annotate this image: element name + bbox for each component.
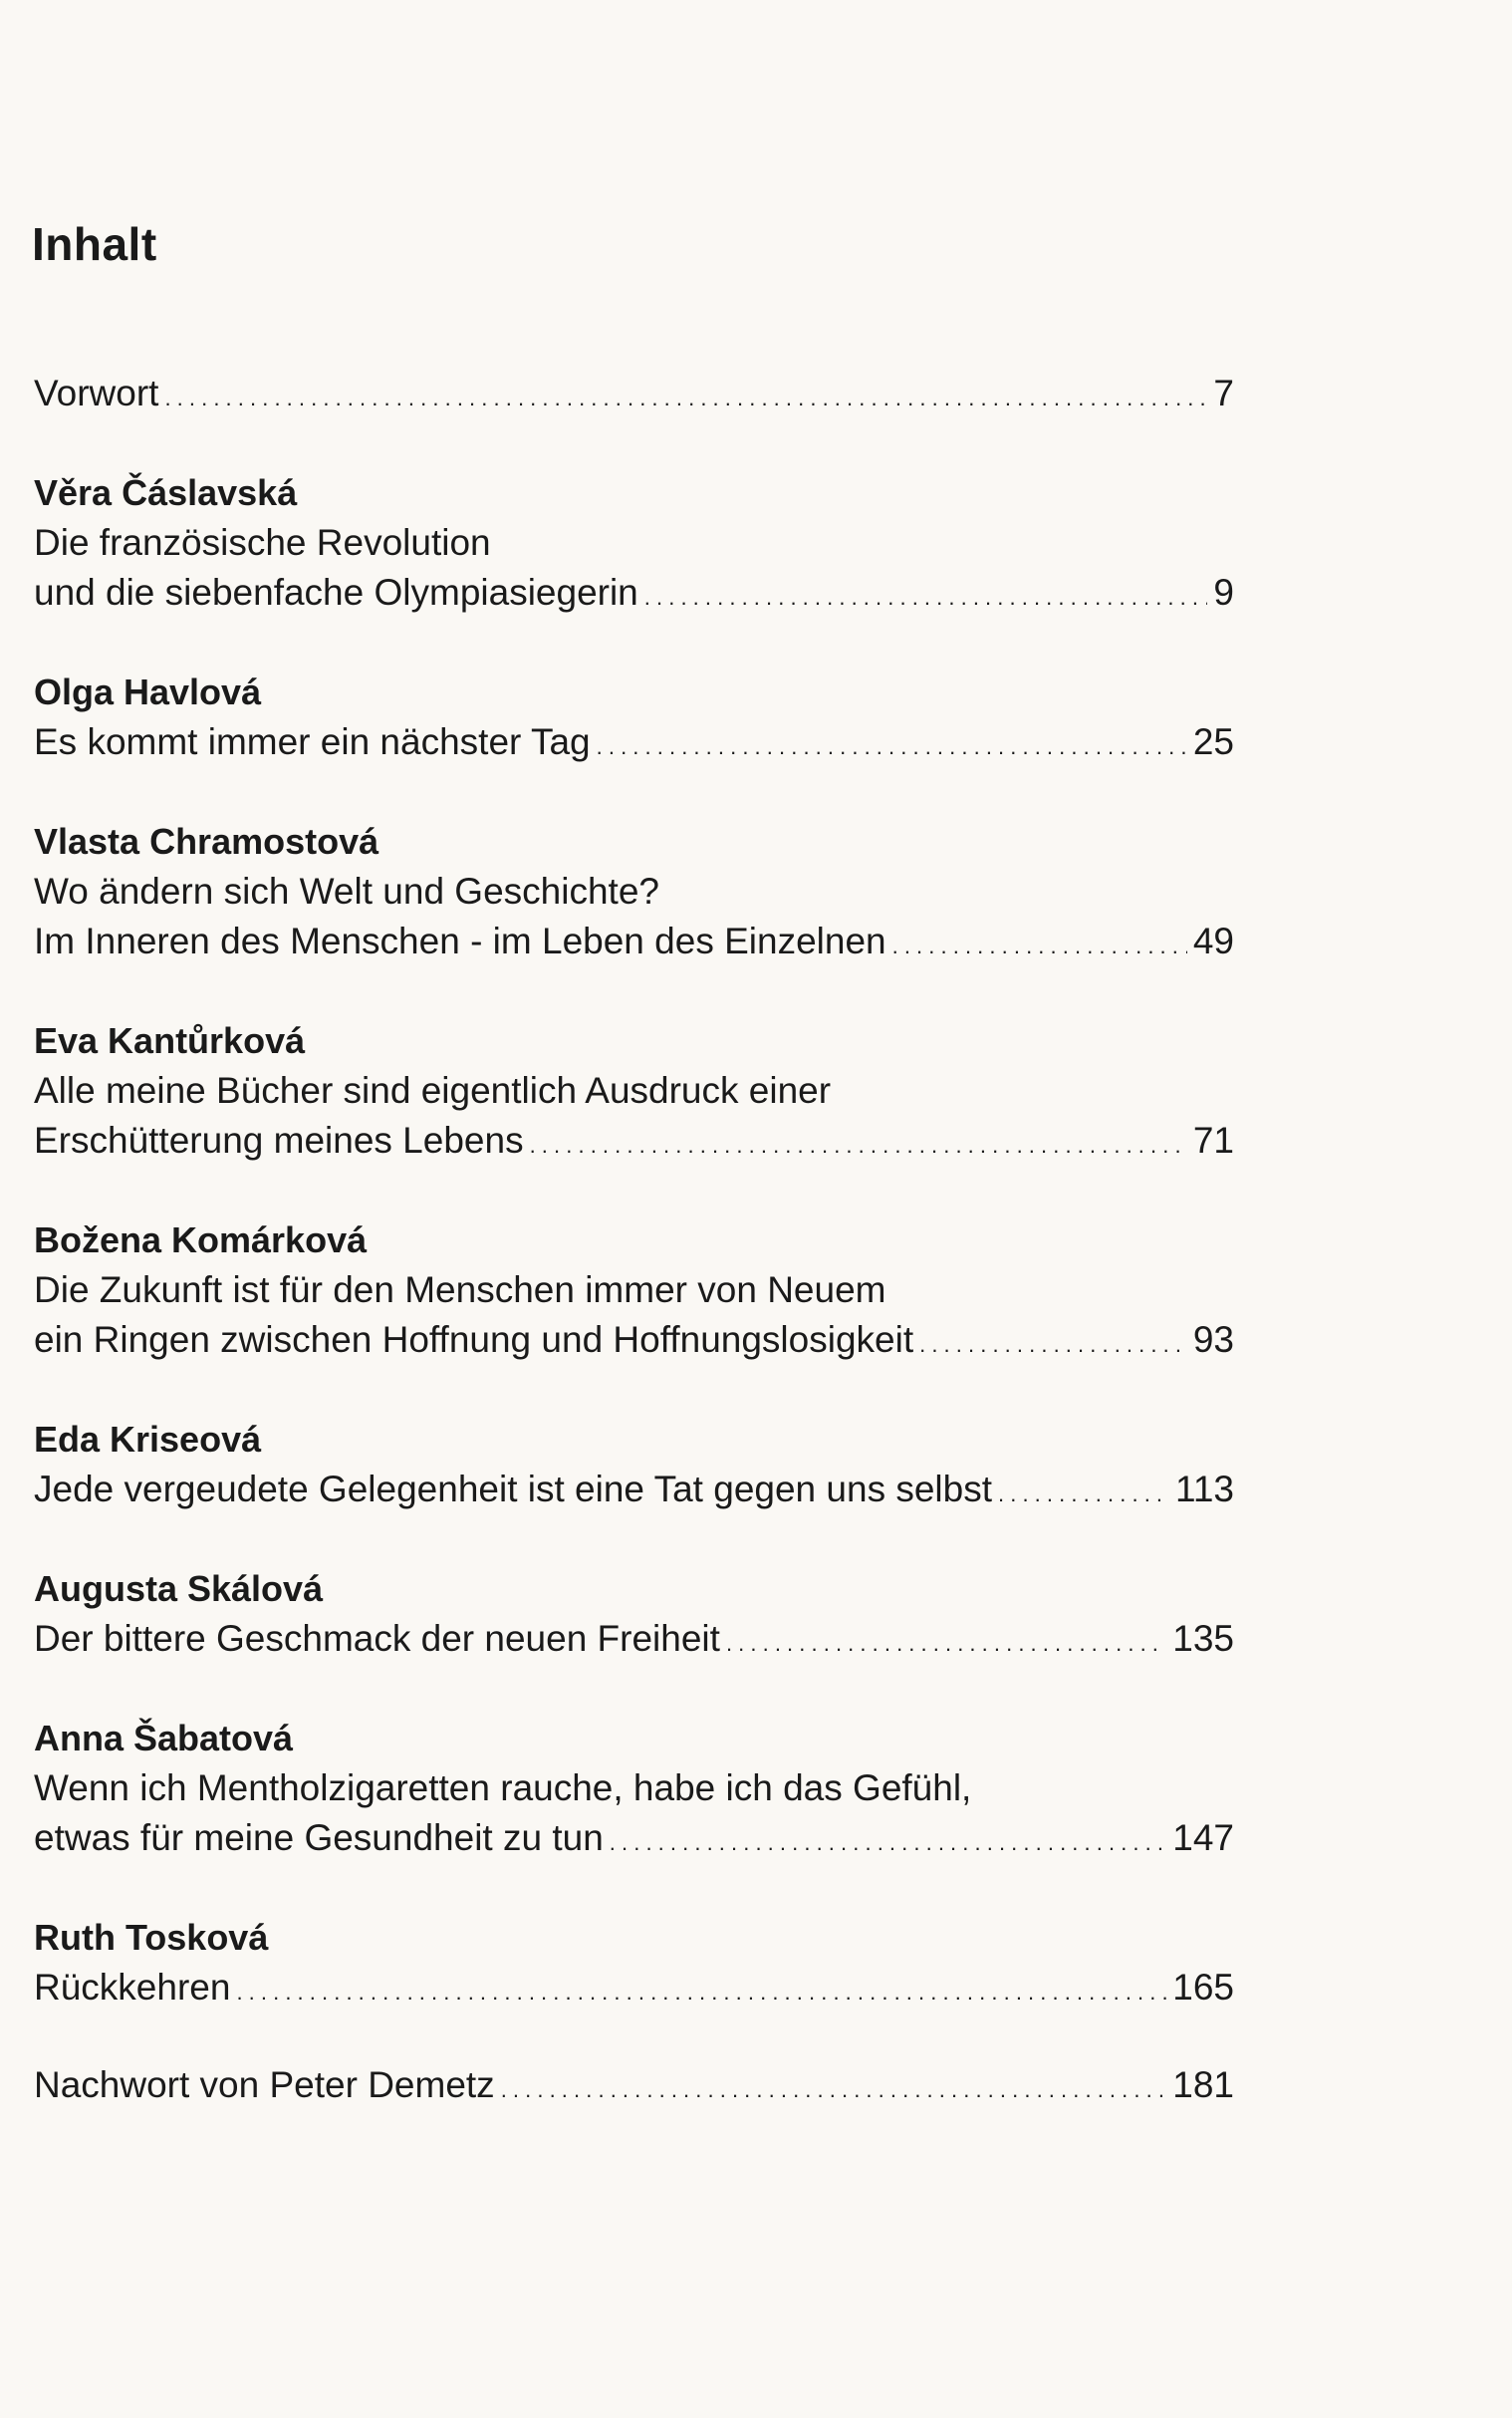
toc-entry-title: und die siebenfache Olympiasiegerin [34,572,638,613]
toc-entry-title: Erschütterung meines Lebens [34,1120,524,1161]
entry-spacer [34,1863,1234,1913]
page-number: 49 [1192,921,1234,961]
toc-entry-title: Es kommt immer ein nächster Tag [34,721,591,762]
toc-entry-author: Věra Čáslavská [34,472,298,513]
page-number: 113 [1175,1469,1234,1509]
entry-spacer [34,1664,1234,1714]
toc-entry[interactable] [34,369,1234,418]
page-number: 181 [1172,2064,1234,2105]
page-number: 93 [1192,1319,1234,1360]
entry-spacer [34,2013,1234,2060]
entry-spacer [34,767,1234,817]
toc-entry-title: etwas für meine Gesundheit zu tun [34,1817,604,1858]
page-number: 71 [1192,1120,1234,1161]
page-number: 7 [1213,373,1234,413]
toc-entry-title-line [34,1614,1234,1664]
dot-leader [501,2060,1167,2115]
toc-entry-title-line [34,717,1234,767]
entry-spacer [34,618,1234,668]
toc-entry[interactable] [34,468,1234,618]
dot-leader [644,568,1208,623]
toc-entry[interactable] [34,1415,1234,1514]
entry-spacer [34,1514,1234,1564]
toc-entry-title: ein Ringen zwischen Hoffnung und Hoffnungslosigkeit [34,1319,914,1360]
toc-entry-title-line [34,1813,1234,1863]
dot-leader [919,1315,1187,1370]
dot-leader [597,717,1187,772]
toc-entry-author: Vlasta Chramostová [34,821,379,862]
page-number: 165 [1172,1967,1234,2008]
table-of-contents [34,369,1234,2110]
toc-entry-title: Der bittere Geschmack der neuen Freiheit [34,1618,720,1659]
toc-entry-subtitle: Alle meine Bücher sind eigentlich Ausdruck einer [34,1070,832,1111]
entry-spacer [34,418,1234,468]
toc-entry[interactable] [34,817,1234,966]
page-number: 147 [1172,1817,1234,1858]
toc-entry-title: Vorwort [34,373,159,413]
toc-entry[interactable] [34,1016,1234,1166]
toc-entry-author: Olga Havlová [34,672,262,712]
entry-spacer [34,1166,1234,1215]
toc-entry-title-line [34,917,1234,966]
toc-entry[interactable] [34,1714,1234,1863]
toc-entry[interactable] [34,1215,1234,1365]
toc-entry-title-line [34,2060,1234,2110]
toc-entry-subtitle: Wenn ich Mentholzigaretten rauche, habe ich das Gefühl, [34,1767,972,1808]
page-number: 135 [1172,1618,1234,1659]
toc-entry[interactable] [34,1913,1234,2013]
dot-leader [998,1465,1169,1519]
toc-entry-title-line [34,1963,1234,2013]
dot-leader [726,1614,1166,1669]
page-number: 25 [1192,721,1234,762]
page-number: 9 [1213,572,1234,613]
entry-spacer [34,966,1234,1016]
toc-entry-author: Augusta Skálová [34,1568,324,1609]
toc-entry-title-line [34,369,1234,418]
toc-entry-author: Eda Kriseová [34,1419,262,1460]
toc-entry-title: Rückkehren [34,1967,231,2008]
toc-entry[interactable] [34,1564,1234,1664]
toc-entry-subtitle: Die französische Revolution [34,522,491,563]
toc-entry-title-line [34,568,1234,618]
dot-leader [164,369,1207,423]
toc-entry-author: Božena Komárková [34,1219,368,1260]
toc-entry-author: Eva Kantůrková [34,1020,306,1061]
page-title: Inhalt [32,218,157,270]
toc-entry-author: Ruth Tosková [34,1917,269,1958]
toc-entry-title-line [34,1465,1234,1514]
dot-leader [892,917,1187,971]
toc-entry-subtitle: Wo ändern sich Welt und Geschichte? [34,871,659,912]
toc-entry-title-line [34,1315,1234,1365]
toc-entry-author: Anna Šabatová [34,1718,294,1758]
toc-entry-subtitle: Die Zukunft ist für den Menschen immer von Neuem [34,1269,886,1310]
dot-leader [236,1963,1166,2017]
dot-leader [610,1813,1167,1868]
entry-spacer [34,1365,1234,1415]
toc-entry-title-line [34,1116,1234,1166]
toc-entry-title: Im Inneren des Menschen - im Leben des Einzelnen [34,921,886,961]
dot-leader [530,1116,1187,1171]
toc-entry[interactable] [34,668,1234,767]
toc-entry-title: Jede vergeudete Gelegenheit ist eine Tat gegen uns selbst [34,1469,992,1509]
toc-entry[interactable] [34,2060,1234,2110]
toc-entry-title: Nachwort von Peter Demetz [34,2064,495,2105]
